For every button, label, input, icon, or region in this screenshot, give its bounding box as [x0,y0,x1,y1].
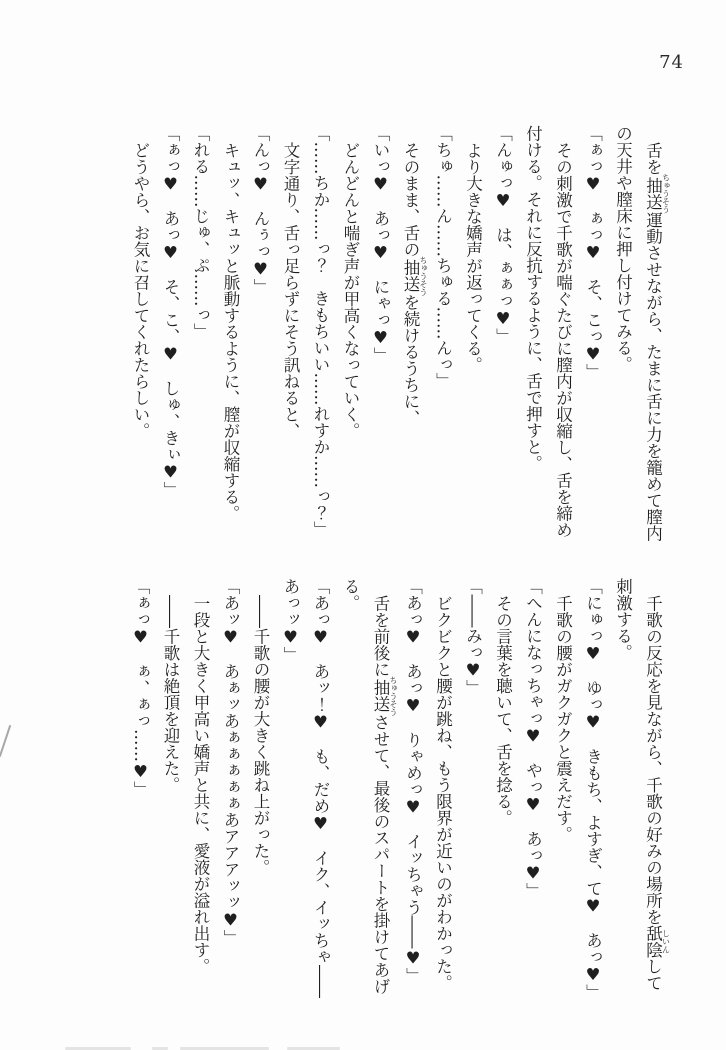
line-text: どうやら、お気に召してくれたらしい。 [131,141,150,439]
furigana-ruby [371,675,398,716]
line-text: の天井や膣床に押し付けてみる。 [613,125,633,373]
ruby-text: ちゅうそう [419,255,428,296]
line-text: その刺激で千歌が喘ぐたびに膣内が収縮し、舌を締め [553,141,573,538]
text-line [428,578,458,992]
line-text: 付ける。それに反抗するように、舌で押すと。 [523,125,543,472]
text-line [578,578,608,1001]
line-text: ――千歌は絶頂を迎えた。 [161,594,180,793]
ruby-base: 舐陰 [643,924,663,958]
line-text: 舌を [643,141,663,175]
line-text: 刺激する。 [613,578,633,661]
line-text: 運動させながら、たまに舌に力を籠めて膣内 [643,211,663,541]
text-line [125,578,155,992]
text-line [245,125,275,527]
text-line [608,125,638,527]
line-text: 「ぁっ♥ ぁっ♥ そ、こっ♥」 [583,125,603,380]
ruby-text: しいん [661,924,671,958]
line-text: その言葉を聴いて、舌を捻る。 [493,594,513,826]
line-text: 「んゅっ♥ は、ぁぁっ♥」 [493,125,513,345]
line-text: 「ぁっ♥ あっ♥ そ、こ、♥ しゅ、きぃ♥」 [161,125,180,498]
text-line [335,125,365,527]
text-line [395,125,428,527]
furigana-ruby [643,924,671,958]
furigana-ruby [401,255,428,296]
scan-slash-artifact [0,722,14,760]
line-text: どんどんと喘ぎ声が甲高くなっていく。 [341,141,360,439]
furigana-ruby [643,172,671,213]
line-text: 「ぁっ♥ ぁ、ぁっ……♥」 [131,578,150,798]
ruby-base: 抽送 [643,172,663,213]
text-line [365,125,395,527]
line-text: 「あっ♥ あっ♥ りゃめっ♥ イッちゃう――♥」 [403,578,423,984]
line-text: 文字通り、舌っ足らずにそう訊ねると、 [281,141,300,439]
line-text: 「れる……じゅ、ぷ……っ」 [191,125,210,340]
text-line [185,578,215,992]
text-line [608,578,638,992]
line-text: 「あッ♥ あぁッあぁぁぁぁぁあアアアッッ♥」 [221,578,240,946]
text-line [305,125,335,538]
text-line [125,125,155,527]
top-text-block [125,125,671,541]
line-text: 「へんになっちゃっ♥ やっ♥ あっ♥」 [523,578,543,899]
bottom-text-block [125,578,671,1001]
text-line [488,125,518,527]
line-text: 千歌の反応を見ながら、千歌の好みの場所を [643,594,663,925]
line-text: 舌を前後に [371,594,390,677]
line-text: 「あっ♥ あッ！♥ も、だめ♥ イク、イッちゃ―― [311,578,330,998]
ruby-base: 抽送 [401,255,420,296]
scan-edge-artifact [0,1046,726,1050]
line-text: あっッ♥」 [281,578,300,663]
text-line [518,125,548,527]
text-line [398,578,428,992]
line-text: 「んっ♥ んぅっ♥」 [251,125,270,295]
text-line [155,578,185,992]
line-text: 「……ちか……っ？ きもちいい……れすか……っ？」 [311,125,330,538]
line-text: る。 [341,578,360,611]
text-line [548,578,578,992]
ruby-text: ちゅうそう [661,172,671,213]
text-line [305,578,335,998]
text-line [185,125,215,527]
text-line [335,578,365,992]
line-text: 「にゅっ♥ ゆっ♥ きもち、よすぎ、て♥ あっ♥」 [583,578,603,1001]
text-line [638,125,671,541]
text-line [275,578,305,992]
text-line [488,578,518,992]
text-line [458,578,488,992]
text-line [518,578,548,992]
line-text: ビクビクと腰が跳ね、もう限界が近いのがわかった。 [433,594,453,991]
line-text: ――千歌の腰が大きく跳ね上がった。 [251,594,270,875]
text-line [365,578,398,992]
text-line [578,125,608,527]
line-text: そのまま、舌の [401,141,420,257]
line-text: させて、最後のスパートを掛けてあげ [371,713,390,994]
line-text: 「ちゅ……ん……ちゅる……んっ」 [433,125,453,389]
line-text: 「――みっ♥」 [463,578,483,696]
text-line [275,125,305,527]
ruby-base: 抽送 [371,675,390,716]
page-number: 74 [659,52,684,73]
line-text: を続けるうちに、 [401,293,420,426]
text-line [458,125,488,527]
text-line [215,578,245,992]
text-line [215,125,245,527]
text-line [155,125,185,527]
line-text: より大きな嬌声が返ってくる。 [463,141,483,373]
text-line [428,125,458,527]
line-text: 千歌の腰がガクガクと震えだす。 [553,594,573,842]
line-text: 一段と大きく甲高い嬌声と共に、愛液が溢れ出す。 [191,594,210,974]
line-text: 「いっ♥ あっ♥ にゃっ♥」 [371,125,390,364]
line-text: キュッ、キュッと脈動するように、膣が収縮する。 [221,141,240,521]
ruby-text: ちゅうそう [389,675,398,716]
line-text: して [643,957,663,991]
text-line [548,125,578,538]
text-line [245,578,275,992]
text-line [638,578,671,992]
